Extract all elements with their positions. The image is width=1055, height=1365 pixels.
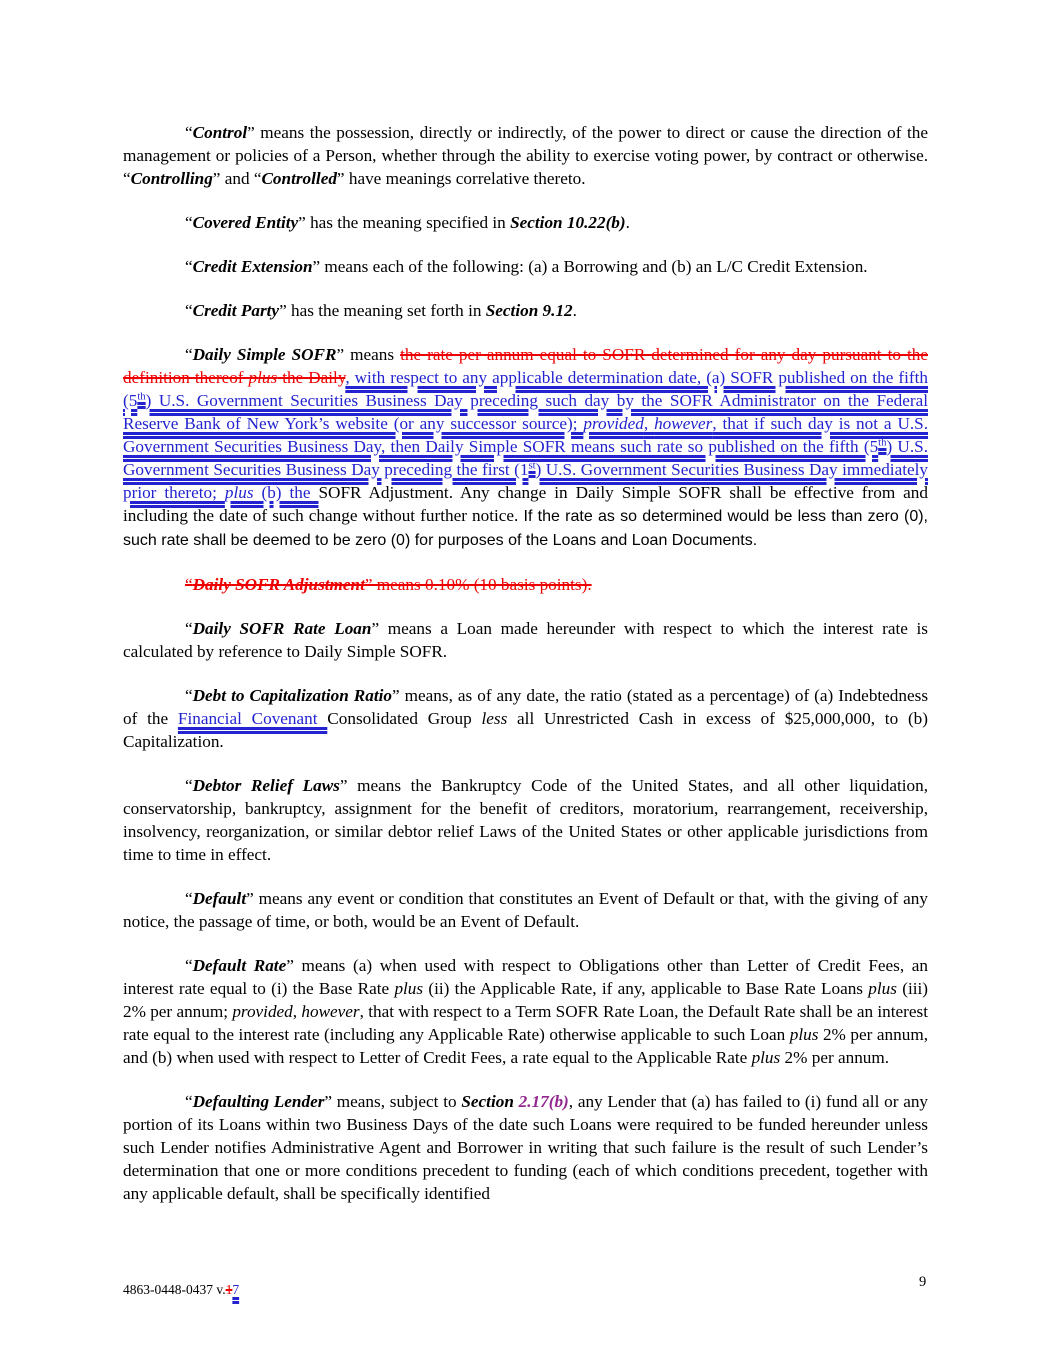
- text-run: ” means each of the following: (a) a Borrowing and (b) an L/C Credit Extension.: [312, 257, 868, 276]
- section-reference-label: Section: [461, 1092, 519, 1111]
- text-run: “: [185, 345, 193, 364]
- deleted-version-number: 1: [225, 1282, 233, 1297]
- text-run: ” means: [336, 345, 401, 364]
- text-run: “: [185, 889, 193, 908]
- document-id: 4863-0448-0437 v.: [123, 1282, 226, 1297]
- definition-default-rate-paragraph: [123, 954, 928, 1069]
- text-run: ” means the Bankruptcy Code of the United States, and all other liquidation, conservatorship, bankruptcy, assignment for the benefit of creditors, moratorium, rearrangement, receivership, insolvency, reorganization, or similar debtor relief Laws of the United States or other applicable jurisdictions from time to time in effect.: [123, 776, 928, 864]
- defined-term-daily-sofr-rate-loan: Daily SOFR Rate Loan: [192, 619, 372, 638]
- ordinal-superscript: st: [528, 460, 536, 472]
- definition-credit-extension-paragraph: [123, 255, 928, 278]
- deleted-text-run: plus: [248, 368, 278, 387]
- definition-covered-entity-paragraph: [123, 211, 928, 234]
- text-run: “: [185, 686, 193, 705]
- inserted-text-run: ,: [643, 414, 655, 433]
- text-run: “: [185, 956, 193, 975]
- inserted-text-run: however: [654, 414, 713, 433]
- defined-term-debt-to-capitalization-ratio: Debt to Capitalization Ratio: [192, 686, 393, 705]
- text-run: “: [185, 213, 193, 232]
- document-id-footer: [123, 1282, 239, 1298]
- deleted-text-run: the rate per annum equal to SOFR determined for any day pursuant to the definition thereof: [123, 345, 928, 387]
- inserted-text-run: , with respect to any applicable determination date, (a) SOFR published on the fifth (5: [123, 368, 929, 410]
- ordinal-superscript: th: [137, 391, 146, 403]
- defined-term-covered-entity: Covered Entity: [192, 213, 299, 232]
- text-run-italic: provided: [232, 1002, 293, 1021]
- text-run-sans: If the rate as so determined would be less than zero (0), such rate shall be deemed to be zero (0) for purposes of the Loans and Loan Documents.: [123, 508, 928, 549]
- text-run: “: [185, 1092, 193, 1111]
- deleted-text-run: ” means 0.10% (10 basis points).: [364, 575, 592, 594]
- text-run: ” and “: [212, 169, 262, 188]
- text-run: , that with respect to a Term SOFR Rate Loan, the Default Rate shall be an interest rate equal to the interest rate (including any Applicable Rate) otherwise applicable to such Loan: [123, 1002, 928, 1044]
- definition-defaulting-lender-paragraph: [123, 1090, 928, 1205]
- text-run: (ii) the Applicable Rate, if any, applicable to Base Rate Loans: [423, 979, 869, 998]
- inserted-text-run: ) U.S. Government Securities Business Day preceding such day by the SOFR Administrator on the Federal Reserve Bank of New York’s website (or any successor source);: [123, 391, 928, 433]
- definition-debt-to-capitalization-ratio-paragraph: [123, 684, 928, 753]
- definition-control-paragraph: [123, 121, 928, 190]
- defined-term-debtor-relief-laws: Debtor Relief Laws: [192, 776, 340, 795]
- definition-daily-simple-sofr-paragraph: [123, 343, 928, 552]
- text-run-italic: plus: [868, 979, 897, 998]
- text-run: , any Lender that (a) has failed to (i) fund all or any portion of its Loans within two Business Days of the date such Loans were required to be funded hereunder unless such Lender notifies Administrative Agent and Borrower in writing that such failure is the result of such Lender’s determination that one or more conditions precedent to funding (each of which conditions precedent, together with any applicable default, shall be specifically identified: [123, 1092, 929, 1203]
- definition-default-paragraph: [123, 887, 928, 933]
- inserted-text-run: ) U.S. Government Securities Business Day immediately prior thereto;: [123, 460, 928, 502]
- text-run: (iii) 2% per annum;: [123, 979, 929, 1021]
- defined-term-defaulting-lender: Defaulting Lender: [192, 1092, 325, 1111]
- text-run: ” means (a) when used with respect to Obligations other than Letter of Credit Fees, an interest rate equal to (i) the Base Rate: [123, 956, 928, 998]
- inserted-text-run: plus: [224, 483, 254, 502]
- text-run: ” means any event or condition that constitutes an Event of Default or that, with the giving of any notice, the passage of time, or both, would be an Event of Default.: [123, 889, 928, 931]
- inserted-text-run: (b) the: [253, 483, 319, 502]
- defined-term-daily-sofr-adjustment: Daily SOFR Adjustment: [192, 575, 365, 594]
- text-run-italic: plus: [751, 1048, 781, 1067]
- defined-term-credit-extension: Credit Extension: [192, 257, 313, 276]
- deleted-text-run: the Daily: [277, 368, 346, 387]
- defined-term-default-rate: Default Rate: [192, 956, 287, 975]
- definition-credit-party-paragraph: [123, 299, 928, 322]
- definition-daily-sofr-rate-loan-paragraph: [123, 617, 928, 663]
- defined-term-controlling: Controlling: [130, 169, 213, 188]
- definition-daily-sofr-adjustment-paragraph-deleted: [123, 573, 928, 596]
- section-reference-2-17b: 2.17(b): [518, 1092, 569, 1111]
- text-run: all Unrestricted Cash in excess of $25,000,000, to (b) Capitalization.: [123, 709, 928, 751]
- text-run: .: [572, 301, 577, 320]
- text-run-italic: plus: [789, 1025, 819, 1044]
- inserted-text-run: , that if such day is not a U.S. Government Securities Business Day, then Daily Simple SOFR means such rate so published on the fifth (5: [123, 414, 929, 456]
- defined-term-default: Default: [192, 889, 247, 908]
- text-run: 2% per annum, and (b) when used with respect to Letter of Credit Fees, a rate equal to the Applicable Rate: [123, 1025, 928, 1067]
- text-run: SOFR Adjustment. Any change in Daily Simple SOFR shall be effective from and including the date of such change without further notice.: [123, 483, 928, 525]
- text-run: ” has the meaning specified in: [298, 213, 511, 232]
- text-run: “: [185, 301, 193, 320]
- defined-term-control: Control: [192, 123, 248, 142]
- deleted-text-run: “: [185, 575, 193, 594]
- section-reference-10-22b: Section 10.22(b): [510, 213, 626, 232]
- section-reference-9-12: Section 9.12: [485, 301, 573, 320]
- defined-term-controlled: Controlled: [261, 169, 337, 188]
- text-run-italic: less: [481, 709, 508, 728]
- text-run: ” means, as of any date, the ratio (stated as a percentage) of (a) Indebtedness of the: [123, 686, 929, 728]
- text-run: Consolidated Group: [327, 709, 482, 728]
- text-run: ,: [292, 1002, 302, 1021]
- definition-debtor-relief-laws-paragraph: [123, 774, 928, 866]
- text-run: “: [185, 257, 193, 276]
- defined-term-daily-simple-sofr: Daily Simple SOFR: [192, 345, 337, 364]
- inserted-version-number: 7: [232, 1282, 240, 1297]
- inserted-text-run: ) U.S. Government Securities Business Day preceding the first (1: [123, 437, 928, 479]
- text-run: “: [185, 776, 193, 795]
- page-number: 9: [919, 1274, 927, 1290]
- text-run: “: [185, 619, 193, 638]
- inserted-text-run: provided: [583, 414, 644, 433]
- text-run-italic: plus: [394, 979, 424, 998]
- text-run: “: [185, 123, 193, 142]
- inserted-text-run: Financial Covenant: [177, 709, 328, 728]
- text-run: 2% per annum.: [780, 1048, 890, 1067]
- text-run: .: [625, 213, 630, 232]
- ordinal-superscript: th: [878, 437, 887, 449]
- defined-term-credit-party: Credit Party: [192, 301, 280, 320]
- text-run: ” have meanings correlative thereto.: [336, 169, 586, 188]
- text-run-italic: however: [301, 1002, 360, 1021]
- text-run: ” has the meaning set forth in: [279, 301, 486, 320]
- document-body: [123, 121, 928, 1226]
- text-run: ” means, subject to: [324, 1092, 462, 1111]
- text-run: ” means a Loan made hereunder with respect to which the interest rate is calculated by reference to Daily Simple SOFR.: [123, 619, 928, 661]
- text-run: ” means the possession, directly or indirectly, of the power to direct or cause the direction of the management or policies of a Person, whether through the ability to exercise voting power, by contract or otherwise. “: [123, 123, 928, 188]
